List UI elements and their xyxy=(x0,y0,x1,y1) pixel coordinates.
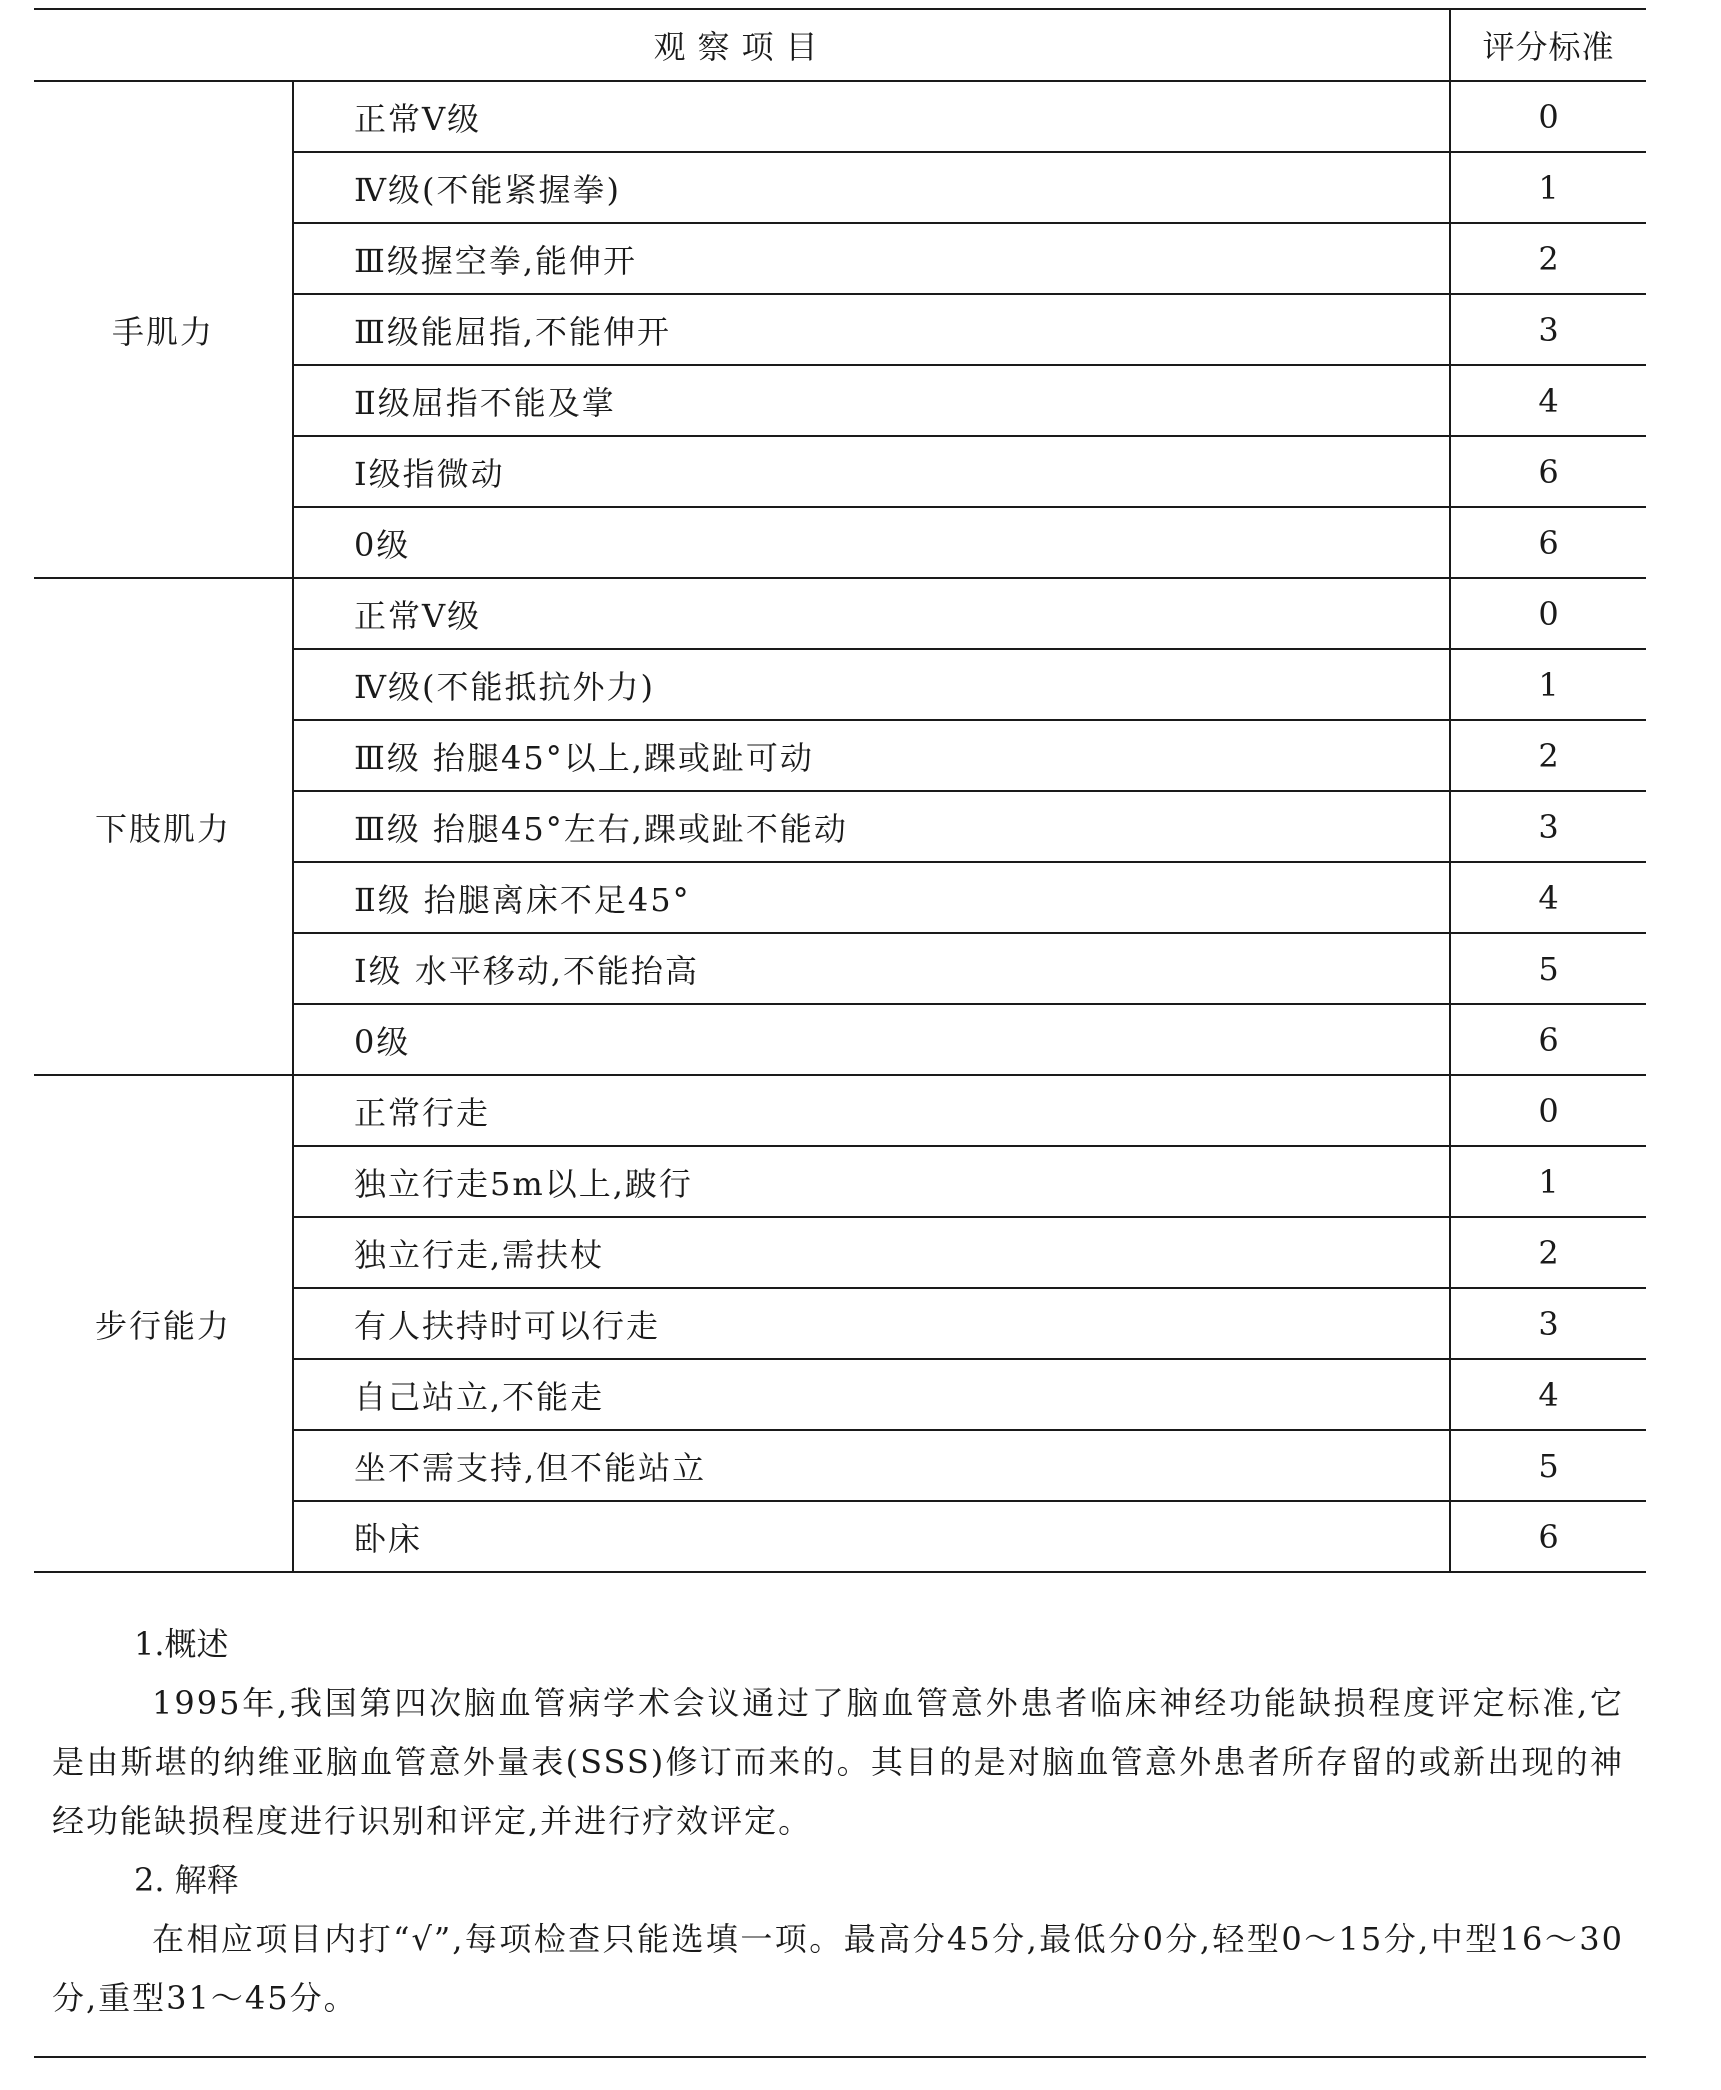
score-cell: 1 xyxy=(1450,649,1646,720)
score-cell: 6 xyxy=(1538,1517,1559,1556)
item-cell: 卧床 xyxy=(293,1501,1450,1572)
item-cell: 独立行走,需扶杖 xyxy=(293,1217,1450,1288)
score-cell: 2 xyxy=(1450,1217,1646,1288)
score-cell: 2 xyxy=(1450,720,1646,791)
table-header-row xyxy=(34,9,1646,81)
score-cell: 0 xyxy=(1450,1075,1646,1146)
score-cell: 6 xyxy=(1450,1004,1646,1075)
table-row xyxy=(34,1075,1646,1146)
item-cell: Ⅰ级指微动 xyxy=(293,436,1450,507)
item-cell: 正常Ⅴ级 xyxy=(293,81,1450,152)
item-cell: Ⅲ级 抬腿45°左右,踝或趾不能动 xyxy=(293,791,1450,862)
item-cell: 正常Ⅴ级 xyxy=(293,578,1450,649)
item-cell: 有人扶持时可以行走 xyxy=(293,1288,1450,1359)
section1-body: 1995年,我国第四次脑血管病学术会议通过了脑血管意外患者临床神经功能缺损程度评定标准,它是由斯堪的纳维亚脑血管意外量表(SSS)修订而来的。其目的是对脑血管意外患者所存留的或新出现的神经功能缺损程度进行识别和评定,并进行疗效评定。 xyxy=(52,1684,1624,1840)
score-cell: 4 xyxy=(1450,862,1646,933)
bottom-rule xyxy=(34,2056,1646,2058)
item-cell: Ⅱ级 抬腿离床不足45° xyxy=(293,862,1450,933)
header-score: 评分标准 xyxy=(1450,9,1646,81)
table-body xyxy=(34,81,1646,1572)
item-cell: Ⅳ级(不能抵抗外力) xyxy=(293,649,1450,720)
table-row xyxy=(34,578,1646,649)
item-cell: Ⅱ级屈指不能及掌 xyxy=(293,365,1450,436)
score-cell: 1 xyxy=(1450,1146,1646,1217)
item-cell: Ⅲ级握空拳,能伸开 xyxy=(293,223,1450,294)
item-cell: Ⅲ级 抬腿45°以上,踝或趾可动 xyxy=(293,720,1450,791)
score-cell: 1 xyxy=(1450,152,1646,223)
score-cell: 4 xyxy=(1450,365,1646,436)
table-row xyxy=(34,81,1646,152)
score-cell: 0 xyxy=(1450,578,1646,649)
item-cell: Ⅲ级能屈指,不能伸开 xyxy=(293,294,1450,365)
group-label: 下肢肌力 xyxy=(34,578,293,1075)
score-cell: 6 xyxy=(1450,507,1646,578)
text-section xyxy=(34,1615,1646,2028)
section2-heading: 2. 解释 xyxy=(134,1861,239,1899)
item-cell: 0级 xyxy=(293,507,1450,578)
header-items: 观察项目 xyxy=(34,9,1450,81)
score-cell: 4 xyxy=(1450,1359,1646,1430)
score-cell: 2 xyxy=(1450,223,1646,294)
score-cell: 5 xyxy=(1450,933,1646,1004)
score-cell: 0 xyxy=(1450,81,1646,152)
page xyxy=(34,8,1646,2028)
item-cell: 坐不需支持,但不能站立 xyxy=(293,1430,1450,1501)
item-cell: 0级 xyxy=(293,1004,1450,1075)
item-cell: Ⅳ级(不能紧握拳) xyxy=(293,152,1450,223)
score-cell: 6 xyxy=(1450,436,1646,507)
group-label: 步行能力 xyxy=(34,1075,293,1572)
section2-body: 在相应项目内打“√”,每项检查只能选填一项。最高分45分,最低分0分,轻型0～15分,中型16～30分,重型31～45分。 xyxy=(52,1920,1624,2017)
score-cell: 3 xyxy=(1450,294,1646,365)
item-cell: 独立行走5m以上,跛行 xyxy=(293,1146,1450,1217)
item-cell: Ⅰ级 水平移动,不能抬高 xyxy=(293,933,1450,1004)
score-cell: 5 xyxy=(1450,1430,1646,1501)
scoring-table xyxy=(34,8,1646,1573)
score-cell: 3 xyxy=(1450,1288,1646,1359)
section1-heading: 1.概述 xyxy=(134,1625,229,1663)
item-cell: 正常行走 xyxy=(293,1075,1450,1146)
group-label: 手肌力 xyxy=(34,81,293,578)
score-cell: 3 xyxy=(1450,791,1646,862)
item-cell: 自己站立,不能走 xyxy=(293,1359,1450,1430)
